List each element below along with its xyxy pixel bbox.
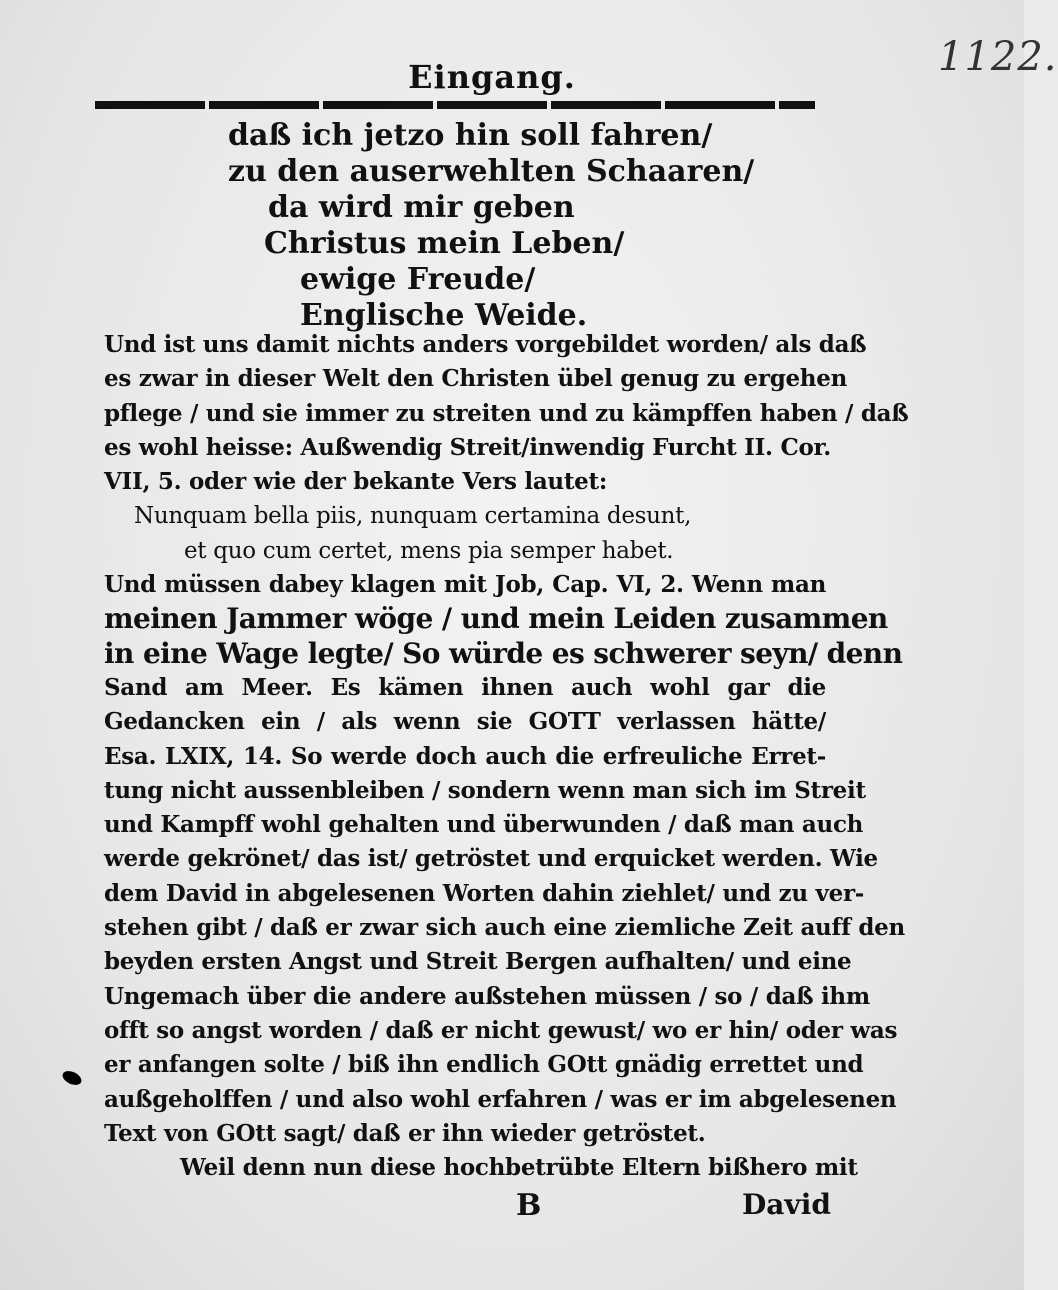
poem-line: Englische Weide. bbox=[300, 298, 588, 333]
body-text bbox=[104, 328, 909, 1185]
text-line: Esa. LXIX, 14. So werde doch auch die erfreuliche Erret- bbox=[104, 742, 826, 770]
running-head bbox=[0, 58, 1024, 96]
text-line: außgeholffen / und also wohl erfahren / was er im abgelesenen bbox=[104, 1085, 897, 1113]
page-footer bbox=[0, 1188, 1024, 1228]
text-line: beyden ersten Angst und Streit Bergen aufhalten/ und eine bbox=[104, 948, 852, 976]
text-line: und Kampff wohl gehalten und überwunden / daß man auch bbox=[104, 811, 864, 839]
poem-line: ewige Freude/ bbox=[300, 262, 536, 297]
poem-line: da wird mir geben bbox=[268, 190, 575, 225]
ink-blot-mark bbox=[60, 1068, 83, 1087]
running-head-title: Eingang. bbox=[408, 58, 576, 96]
text-line: Gedancken ein / als wenn sie GOTT verlassen hätte/ bbox=[104, 708, 826, 736]
text-line: dem David in abgelesenen Worten dahin ziehlet/ und zu ver- bbox=[104, 879, 865, 907]
text-line: er anfangen solte / biß ihn endlich GOtt gnädig errettet und bbox=[104, 1051, 864, 1079]
text-line: Und ist uns damit nichts anders vorgebildet worden/ als daß bbox=[104, 331, 867, 358]
handwritten-page-number: 1122. bbox=[938, 34, 1058, 80]
text-line: es wohl heisse: Außwendig Streit/inwendig Furcht II. Cor. bbox=[104, 433, 831, 461]
text-line: Sand am Meer. Es kämen ihnen auch wohl gar die bbox=[104, 673, 826, 701]
header-rule bbox=[95, 101, 815, 109]
text-line: es zwar in dieser Welt den Christen übel genug zu ergehen bbox=[104, 365, 847, 393]
signature-mark: B bbox=[516, 1188, 542, 1223]
text-line: in eine Wage legte/ So würde es schwerer seyn/ denn bbox=[104, 636, 903, 670]
text-line: meinen Jammer wöge / und mein Leiden zusammen bbox=[104, 602, 888, 636]
poem-line: zu den auserwehlten Schaaren/ bbox=[228, 154, 755, 189]
latin-verse-line: et quo cum certet, mens pia semper habet. bbox=[184, 537, 674, 564]
catchword: David bbox=[742, 1188, 831, 1221]
poem-block bbox=[150, 118, 755, 334]
text-line: Und müssen dabey klagen mit Job, Cap. VI, 2. Wenn man bbox=[104, 571, 826, 599]
text-line: Weil denn nun diese hochbetrübte Eltern bißhero mit bbox=[180, 1154, 858, 1182]
poem-line: Christus mein Leben/ bbox=[264, 226, 625, 261]
text-line: offt so angst worden / daß er nicht gewust/ wo er hin/ oder was bbox=[104, 1016, 898, 1044]
text-line: stehen gibt / daß er zwar sich auch eine ziemliche Zeit auff den bbox=[104, 914, 905, 942]
text-line: Text von GOtt sagt/ daß er ihn wieder getröstet. bbox=[104, 1119, 706, 1147]
latin-verse-line: Nunquam bella piis, nunquam certamina desunt, bbox=[134, 503, 692, 530]
text-line: pflege / und sie immer zu streiten und zu kämpffen haben / daß bbox=[104, 399, 909, 427]
text-line: Ungemach über die andere außstehen müssen / so / daß ihm bbox=[104, 982, 870, 1010]
text-line: werde gekrönet/ das ist/ getröstet und erquicket werden. Wie bbox=[104, 845, 878, 873]
poem-line: daß ich jetzo hin soll fahren/ bbox=[228, 118, 713, 153]
text-line: tung nicht aussenbleiben / sondern wenn man sich im Streit bbox=[104, 776, 866, 804]
text-line: VII, 5. oder wie der bekante Vers lautet: bbox=[104, 468, 608, 496]
